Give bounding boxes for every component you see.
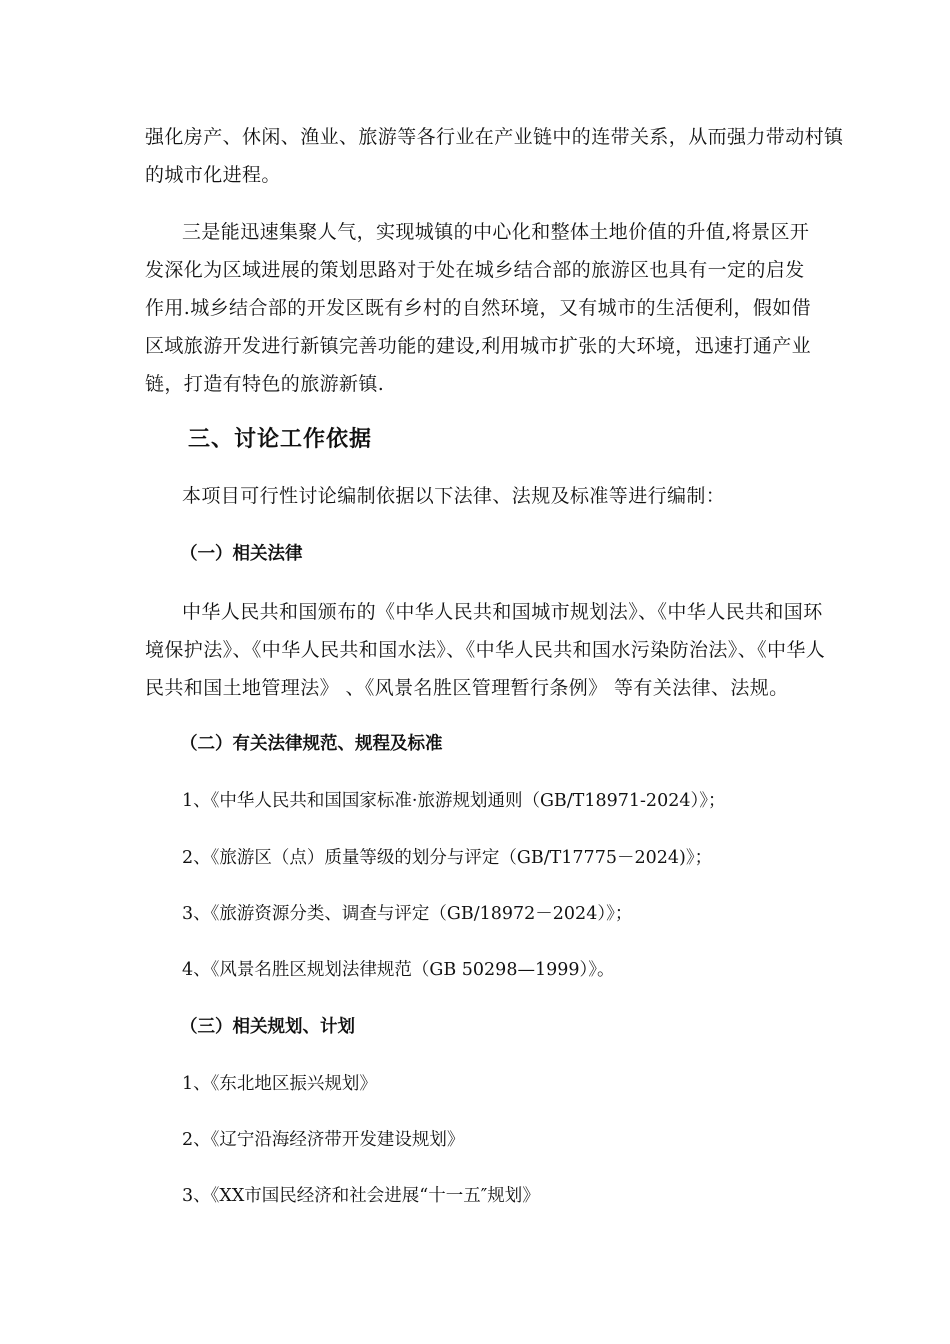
list-item: 4、《风景名胜区规划法律规范（GB 50298—1999）》。 (182, 960, 615, 980)
subsection-title-plans: （三）相关规划、计划 (180, 1017, 355, 1037)
paragraph-line: 民共和国土地管理法》 、《风景名胜区管理暂行条例》 等有关法律、法规。 (145, 677, 789, 699)
paragraph-line: 强化房产、休闲、渔业、旅游等各行业在产业链中的连带关系，从而强力带动村镇 (145, 126, 844, 148)
paragraph-line: 作用.城乡结合部的开发区既有乡村的自然环境，又有城市的生活便利，假如借 (145, 297, 812, 319)
subsection-title-standards: （二）有关法律规范、规程及标准 (180, 734, 443, 754)
list-item: 2、《旅游区（点）质量等级的划分与评定（GB/T17775－2024)》； (182, 848, 713, 868)
list-item: 1、《东北地区振兴规划》 (182, 1074, 377, 1094)
paragraph-line: 的城市化进程。 (145, 164, 281, 186)
paragraph-line: 发深化为区域进展的策划思路对于处在城乡结合部的旅游区也具有一定的启发 (145, 259, 805, 281)
list-item: 3、《旅游资源分类、调查与评定（GB/18972－2024）》； (182, 904, 633, 924)
list-item: 2、《辽宁沿海经济带开发建设规划》 (182, 1130, 465, 1150)
paragraph-line: 三是能迅速集聚人气，实现城镇的中心化和整体土地价值的升值,将景区开 (182, 221, 810, 243)
list-item: 1、《中华人民共和国国家标准·旅游规划通则（GB/T18971-2024）》； (182, 791, 726, 811)
paragraph-line: 境保护法》、《中华人民共和国水法》、《中华人民共和国水污染防治法》、《中华人 (145, 639, 826, 661)
list-item: 3、《XX市国民经济和社会进展“十一五″规划》 (182, 1186, 540, 1206)
section-intro: 本项目可行性讨论编制依据以下法律、法规及标准等进行编制： (182, 485, 726, 507)
section-heading: 三、讨论工作依据 (188, 427, 373, 452)
paragraph-line: 区域旅游开发进行新镇完善功能的建设,利用城市扩张的大环境，迅速打通产业 (145, 335, 812, 357)
paragraph-line: 链，打造有特色的旅游新镇. (145, 373, 385, 395)
paragraph-line: 中华人民共和国颁布的《中华人民共和国城市规划法》、《中华人民共和国环 (182, 601, 823, 623)
subsection-title-laws: （一）相关法律 (180, 544, 303, 564)
